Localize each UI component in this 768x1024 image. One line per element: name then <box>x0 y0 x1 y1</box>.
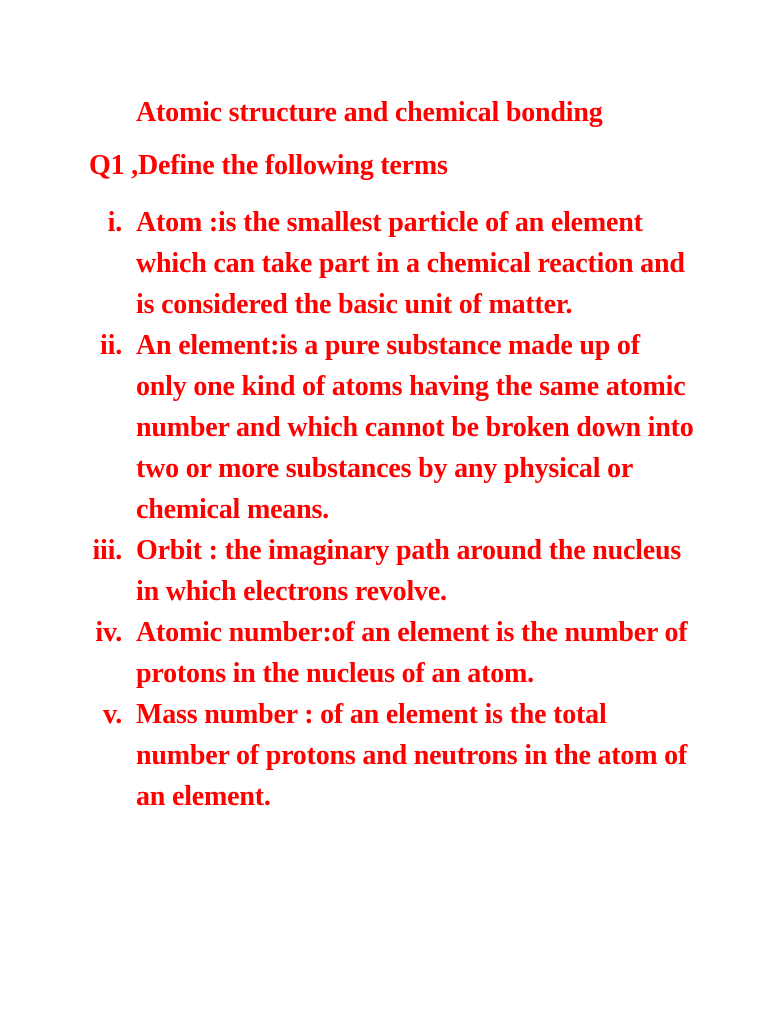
list-marker: ii. <box>100 330 122 361</box>
list-item <box>0 694 768 817</box>
definition-text: An element:is a pure substance made up of only one kind of atoms having the same atomic number and which cannot be broken down into two or more substances by any physical or chemical means. <box>136 330 694 525</box>
list-item <box>0 530 768 612</box>
list-marker: iii. <box>92 535 122 566</box>
list-item <box>0 325 768 530</box>
list-item <box>0 612 768 694</box>
document-title: Atomic structure and chemical bonding <box>136 97 603 128</box>
question-heading: Q1 ,Define the following terms <box>89 150 448 181</box>
definition-text: Mass number : of an element is the total number of protons and neutrons in the atom of an element. <box>136 699 688 812</box>
definition-list <box>0 202 768 817</box>
definition-text: Atomic number:of an element is the number of protons in the nucleus of an atom. <box>136 617 688 689</box>
list-marker: i. <box>107 207 122 238</box>
list-item <box>0 202 768 325</box>
list-marker: iv. <box>95 617 122 648</box>
list-marker: v. <box>102 699 122 730</box>
definition-text: Atom :is the smallest particle of an element which can take part in a chemical reaction and is considered the basic unit of matter. <box>136 207 685 320</box>
definition-text: Orbit : the imaginary path around the nucleus in which electrons revolve. <box>136 535 682 607</box>
